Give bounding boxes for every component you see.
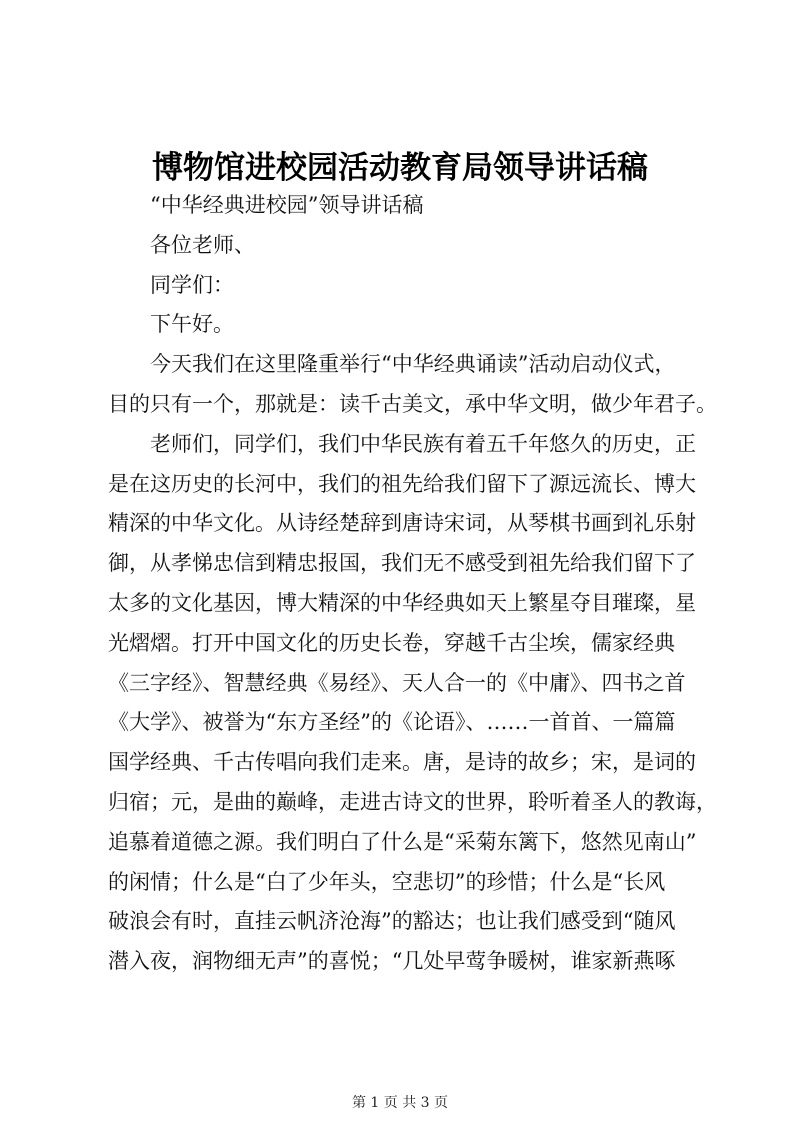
body-line: 光熠熠。打开中国文化的历史长卷，穿越千古尘埃，儒家经典	[108, 630, 675, 655]
body-line: 国学经典、千古传唱向我们走来。唐，是诗的故乡；宋，是词的	[108, 750, 696, 775]
body-line: 太多的文化基因，博大精深的中华经典如天上繁星夺目璀璨，星	[108, 590, 696, 615]
body-line: 各位老师、	[150, 232, 255, 257]
page-number-footer: 第 1 页 共 3 页	[351, 1095, 449, 1111]
body-line: 《三字经》、智慧经典《易经》、天人合一的《中庸》、四书之首	[108, 670, 686, 695]
body-line: 是在这历史的长河中，我们的祖先给我们留下了源远流长、博大	[108, 471, 696, 496]
body-line: 的闲情；什么是“白了少年头，空悲切”的珍惜；什么是“长风	[108, 869, 666, 894]
subtitle-line: “中华经典进校园”领导讲话稿	[150, 193, 424, 217]
body-line: 下午好。	[150, 312, 234, 337]
body-line: 御，从孝悌忠信到精忠报国，我们无不感受到祖先给我们留下了	[108, 551, 696, 576]
document-title: 博物馆进校园活动教育局领导讲话稿	[152, 150, 648, 186]
body-line: 同学们：	[150, 272, 234, 297]
body-line: 老师们，同学们，我们中华民族有着五千年悠久的历史，正	[150, 431, 696, 456]
document-body	[108, 186, 717, 982]
body-line: 目的只有一个，那就是：读千古美文，承中华文明，做少年君子。	[108, 391, 717, 416]
body-line: 精深的中华文化。从诗经楚辞到唐诗宋词，从琴棋书画到礼乐射	[108, 511, 696, 536]
body-line: 追慕着道德之源。我们明白了什么是“采菊东篱下，悠然见南山”	[108, 829, 697, 854]
body-line: 潜入夜，润物细无声”的喜悦；“几处早莺争暖树，谁家新燕啄	[108, 949, 676, 974]
body-line: 归宿；元，是曲的巅峰，走进古诗文的世界，聆听着圣人的教诲，	[108, 789, 717, 814]
body-line: 今天我们在这里隆重举行“中华经典诵读”活动启动仪式，	[150, 352, 676, 377]
body-line: 破浪会有时，直挂云帆济沧海”的豁达；也让我们感受到“随风	[108, 909, 676, 934]
body-line: 《大学》、被誉为“东方圣经”的《论语》、……一首首、一篇篇	[108, 710, 676, 735]
